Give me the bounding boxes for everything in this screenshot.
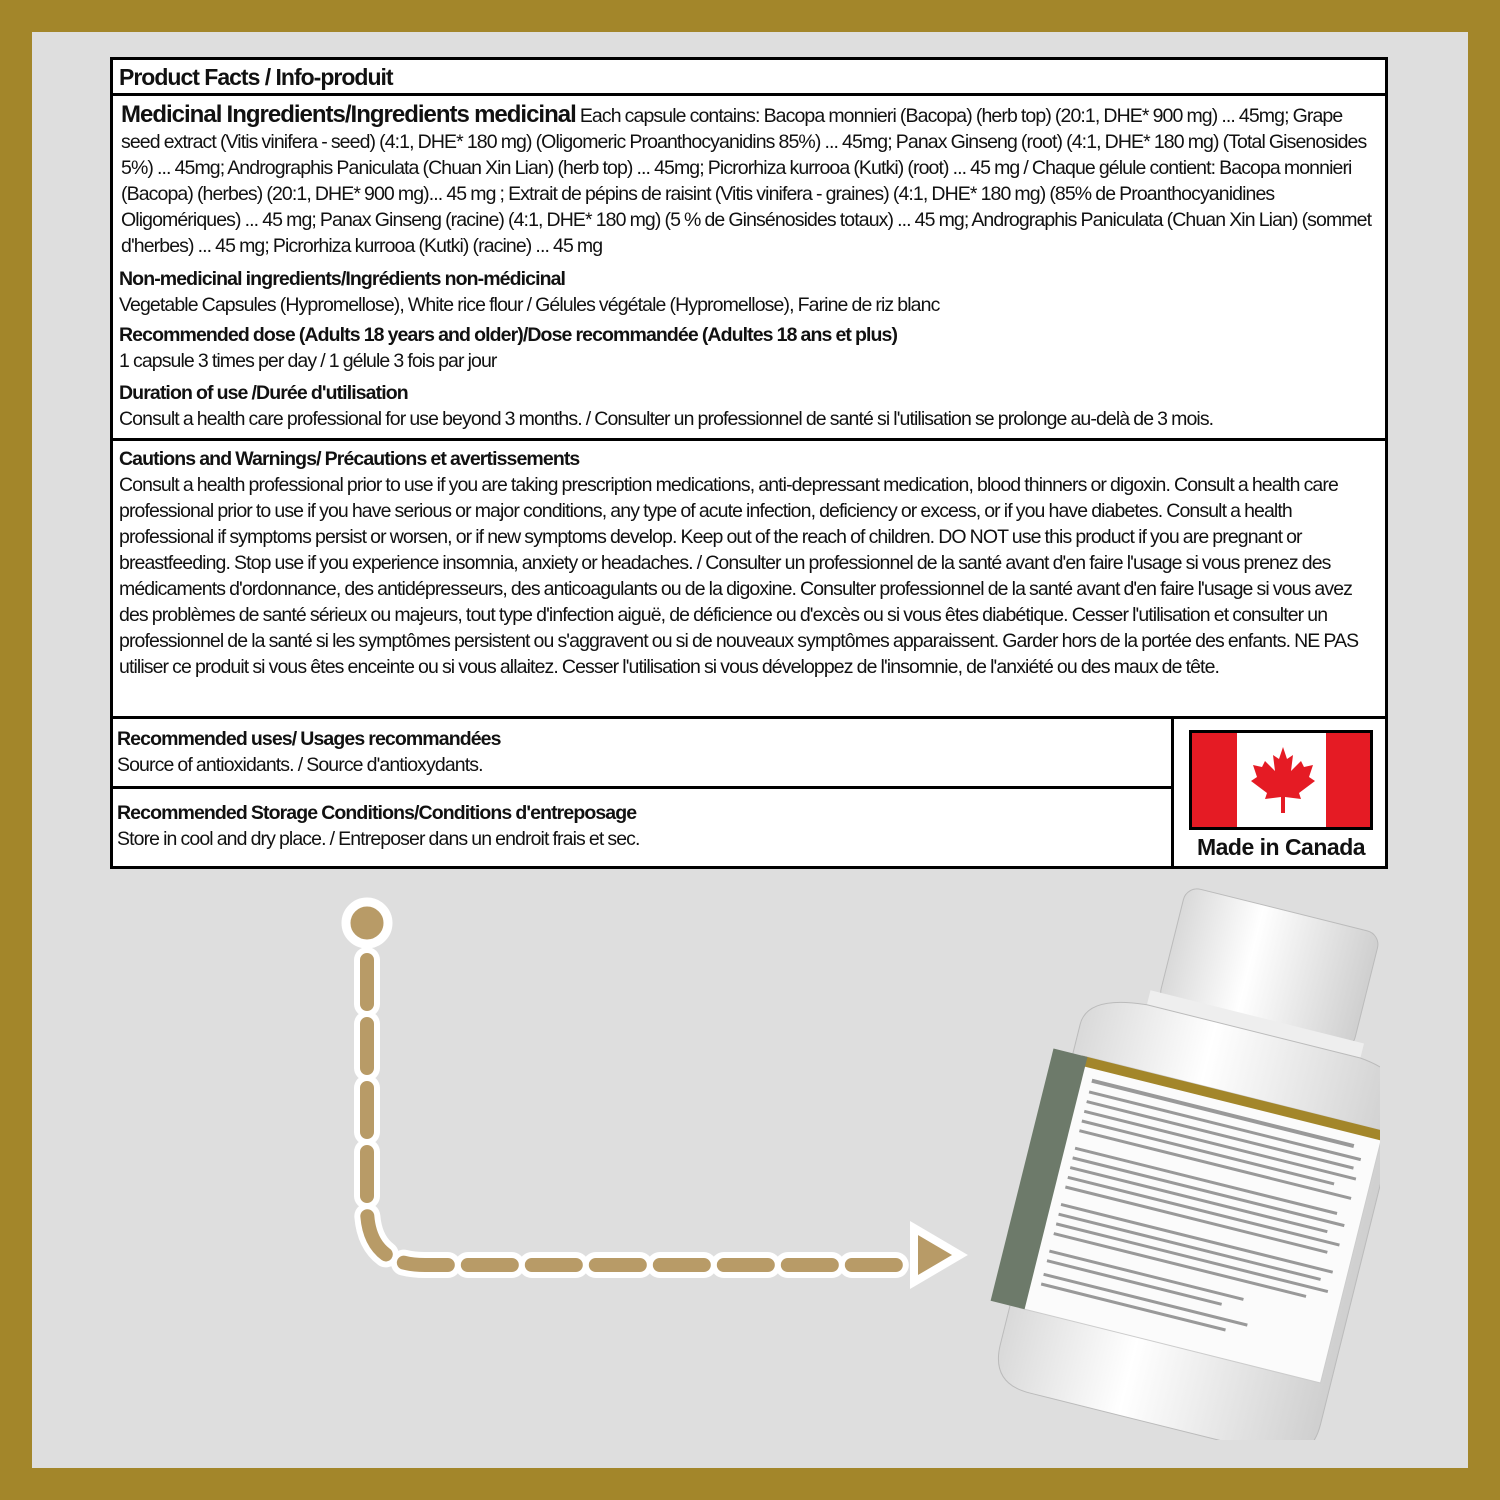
cautions-text: Consult a health professional prior to use if you are taking prescription medications, anti-depressant medication, blood thinners or digoxin. Consult a health care professional prior to use if you have serious or major conditions, any type of acute infection, deficiency or excess, or if you have diabetes. Consult a health professional if symptoms persist or worsen, or if new symptoms develop. Keep out of the reach of children. DO NOT use this product if you are pregnant or breastfeeding. Stop use if you experience insomnia, anxiety or headaches. / Consulter un professionnel de la santé avant d'en faire l'usage si vous prenez des médicaments d'ordonnance, des antidépresseurs, des anticoagulants ou de la digoxine. Consulter professionnel de la santé avant d'en faire l'usage si vous avez des problèmes de santé sérieux ou majeurs, tout type d'infection aiguë, de déficience ou d'excès ou si vous êtes diabétique. Cesser l'utilisation et consulter un professionnel de la santé si les symptômes persistent ou s'aggravent ou si de nouveaux symptômes apparaissent. Garder hors de la portée des enfants. NE PAS utiliser ce produit si vous êtes enceinte ou si vous allaitez. Cesser l'utilisation si vous développez de l'insomnie, de l'anxiété ou des maux de tête. <box>119 474 1359 678</box>
storage-text: Store in cool and dry place. / Entreposer dans un endroit frais et sec. <box>117 828 640 850</box>
cautions-heading: Cautions and Warnings/ Précautions et avertissements <box>119 448 580 470</box>
duration-section <box>119 380 1385 432</box>
divider <box>113 438 1385 441</box>
uses-text: Source of antioxidants. / Source d'antioxydants. <box>117 754 483 776</box>
nonmedicinal-section <box>119 266 1385 318</box>
made-in-canada-badge <box>1174 720 1388 866</box>
storage-section <box>117 800 1167 852</box>
dose-heading: Recommended dose (Adults 18 years and older)/Dose recommandée (Adultes 18 ans et plus) <box>119 324 898 346</box>
nonmedicinal-heading: Non-medicinal ingredients/Ingrédients non-médicinal <box>119 268 566 290</box>
medicinal-heading: Medicinal Ingredients/Ingredients medicinal <box>121 101 576 128</box>
divider <box>113 716 1385 719</box>
uses-section <box>117 726 1167 778</box>
dose-text: 1 capsule 3 times per day / 1 gélule 3 fois par jour <box>119 350 497 372</box>
medicinal-text: Each capsule contains: Bacopa monnieri (Bacopa) (herb top) (20:1, DHE* 900 mg) ... 45mg; Grape seed extract (Vitis vinifera - seed) (4:1, DHE* 180 mg) (Oligomeric Proanthocyanidins 85%) ... 45mg; Panax Ginseng (root) (4:1, DHE* 180 mg) (Total Gisenosides 5%) ... 45mg; Andrographis Paniculata (Chuan Xin Lian) (herb top) ... 45mg; Picrorhiza kurrooa (Kutki) (root) ... 45 mg / Chaque gélule contient: Bacopa monnieri (Bacopa) (herbes) (20:1, DHE* 900 mg)... 45 mg ; Extrait de pépins de raisint (Vitis vinifera - graines) (4:1, DHE* 180 mg) (85% de Proanthocyanidines Oligomériques) ... 45 mg; Panax Ginseng (racine) (4:1, DHE* 180 mg) (5 % de Ginsénosides totaux) ... 45 mg; Andrographis Paniculata (Chuan Xin Lian) (sommet d'herbes) ... 45 mg; Picrorhiza kurrooa (Kutki) (racine) ... 45 mg <box>121 105 1372 257</box>
duration-text: Consult a health care professional for use beyond 3 months. / Consulter un professionnel de santé si l'utilisation se prolonge au-delà de 3 mois. <box>119 408 1214 430</box>
made-in-canada-text: Made in Canada <box>1196 834 1366 860</box>
divider <box>113 786 1171 789</box>
medicinal-section <box>121 102 1385 259</box>
divider <box>113 93 1385 96</box>
nonmedicinal-text: Vegetable Capsules (Hypromellose), White rice flour / Gélules végétale (Hypromellose), Farine de riz blanc <box>119 294 940 316</box>
product-facts-label <box>110 57 1388 869</box>
label-title: Product Facts / Info-produit <box>119 64 393 90</box>
duration-heading: Duration of use /Durée d'utilisation <box>119 382 408 404</box>
canada-flag-icon <box>1189 730 1373 830</box>
dashed-arrow-icon <box>330 890 990 1290</box>
supplement-bottle-image <box>960 880 1380 1440</box>
uses-heading: Recommended uses/ Usages recommandées <box>117 728 501 750</box>
cautions-section <box>119 446 1369 680</box>
dose-section <box>119 322 1385 374</box>
storage-heading: Recommended Storage Conditions/Conditions d'entreposage <box>117 802 637 824</box>
